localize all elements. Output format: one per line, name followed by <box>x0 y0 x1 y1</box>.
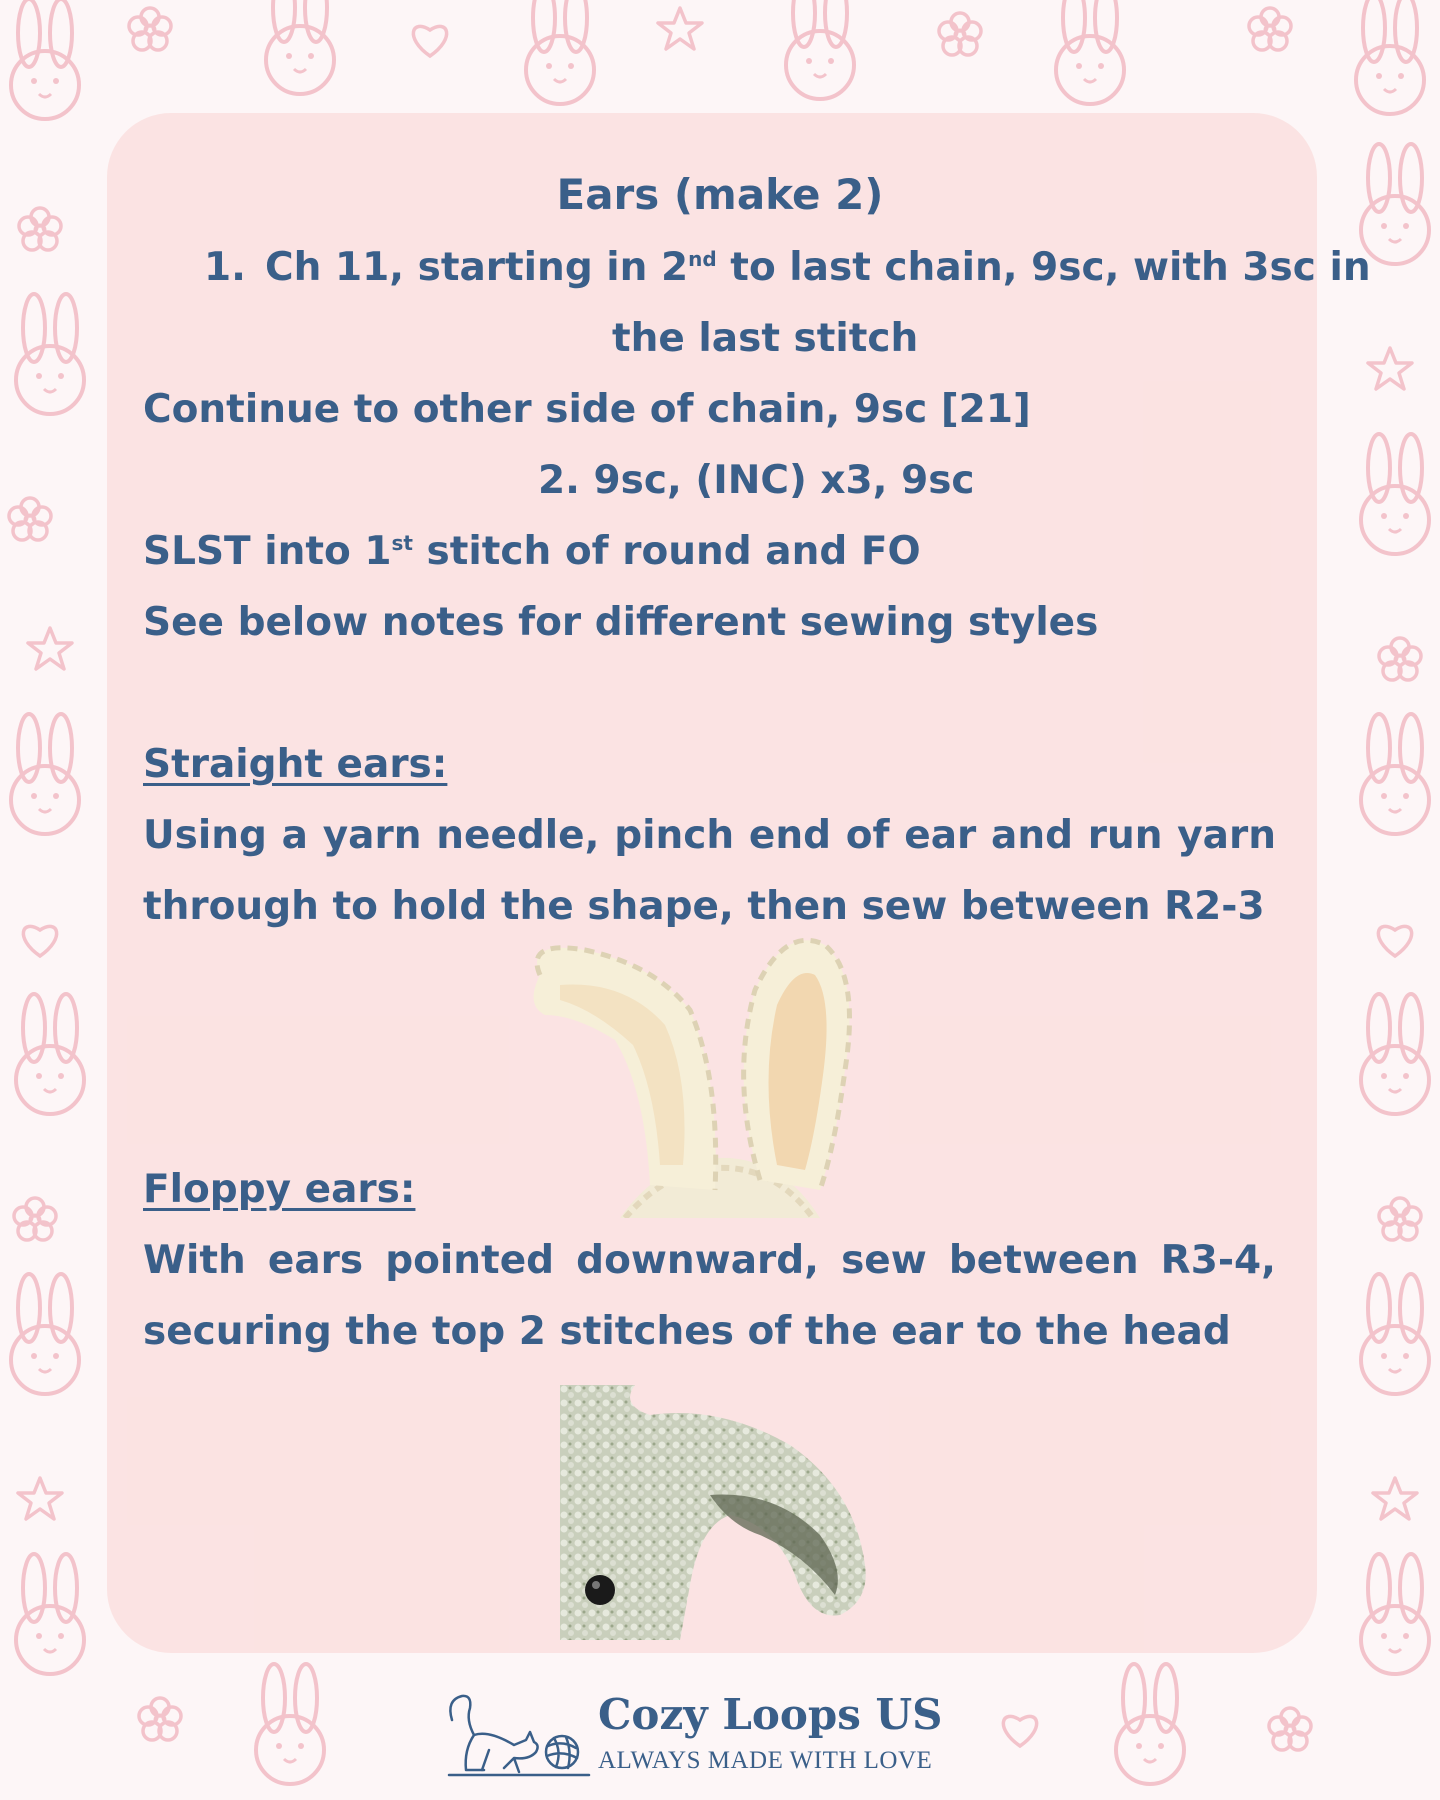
floppy-ears-line1: With ears pointed downward, sew between R3-4, <box>143 1238 1276 1283</box>
slst-line <box>143 529 921 574</box>
step1-line1 <box>265 245 1371 290</box>
white-bunny-ears-photo <box>515 930 920 1218</box>
straight-ears-heading: Straight ears: <box>143 742 448 787</box>
continue-line: Continue to other side of chain, 9sc [21] <box>143 387 1031 432</box>
slst-text-b: stitch of round and FO <box>412 529 921 574</box>
floppy-ears-line2: securing the top 2 stitches of the ear to the head <box>143 1309 1231 1354</box>
step1-text-b: to last chain, 9sc, with 3sc in <box>716 245 1371 290</box>
green-floppy-ear-photo <box>560 1385 880 1640</box>
straight-ears-line2: through to hold the shape, then sew between R2-3 <box>143 884 1265 929</box>
brand-name: Cozy Loops US <box>598 1690 943 1739</box>
slst-ordinal-suffix: st <box>391 531 413 555</box>
section-title: Ears (make 2) <box>556 170 884 219</box>
floppy-ears-heading: Floppy ears: <box>143 1167 416 1212</box>
step1-line2: the last stitch <box>612 316 919 361</box>
step2-line: 2. 9sc, (INC) x3, 9sc <box>538 458 975 503</box>
cat-with-yarn-ball-icon <box>444 1690 594 1780</box>
slst-text-a: SLST into 1 <box>143 529 392 574</box>
see-below-line: See below notes for different sewing styles <box>143 600 1099 645</box>
brand-tagline: ALWAYS MADE WITH LOVE <box>598 1747 933 1774</box>
step1-ordinal-suffix: nd <box>688 247 717 271</box>
step1-number: 1. <box>204 245 246 290</box>
straight-ears-line1: Using a yarn needle, pinch end of ear and run yarn <box>143 813 1276 858</box>
step1-text-a: Ch 11, starting in 2 <box>265 245 689 290</box>
